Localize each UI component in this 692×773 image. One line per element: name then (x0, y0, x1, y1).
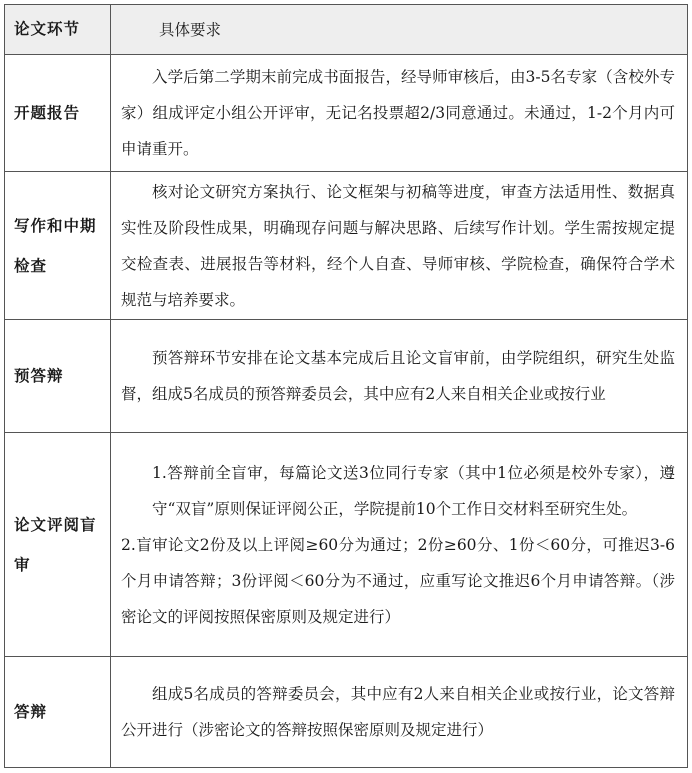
table-row (5, 433, 688, 657)
stage-cell: 写作和中期检查 (5, 172, 111, 320)
header-content-cell: 具体要求 (111, 5, 688, 55)
content-cell (111, 172, 688, 320)
content-cell (111, 433, 688, 657)
table-row (5, 657, 688, 768)
content-text: 入学后第二学期末前完成书面报告，经导师审核后，由3-5名专家（含校外专家）组成评定小组公开评审，无记名投票超2/3同意通过。未通过，1-2个月内可申请重开。 (121, 68, 675, 158)
stage-cell: 预答辩 (5, 320, 111, 433)
content-item: 2.盲审论文2份及以上评阅≥60分为通过；2份≥60分、1份＜60分，可推迟3-6个月申请答辩；3份评阅＜60分为不通过，应重写论文推迟6个月申请答辩。（涉密论文的评阅按照保密原则及规定进行） (121, 535, 675, 626)
header-stage-cell: 论文环节 (5, 5, 111, 55)
stage-cell: 答辩 (5, 657, 111, 768)
content-item: 1.答辩前全盲审，每篇论文送3位同行专家（其中1位必须是校外专家），遵守“双盲”原则保证评阅公正，学院提前10个工作日交材料至研究生处。 (152, 463, 675, 518)
content-cell (111, 657, 688, 768)
content-text: 核对论文研究方案执行、论文框架与初稿等进度，审查方法适用性、数据真实性及阶段性成果，明确现存问题与解决思路、后续写作计划。学生需按规定提交检查表、进展报告等材料，经个人自查、导师审核、学院检查，确保符合学术规范与培养要求。 (121, 182, 675, 309)
content-cell (111, 320, 688, 433)
content-text: 预答辩环节安排在论文基本完成后且论文盲审前，由学院组织，研究生处监督，组成5名成员的预答辩委员会，其中应有2人来自相关企业或按行业 (121, 349, 675, 403)
content-cell (111, 55, 688, 172)
table-row (5, 172, 688, 320)
table-row (5, 55, 688, 172)
stage-cell: 开题报告 (5, 55, 111, 172)
content-text: 组成5名成员的答辩委员会，其中应有2人来自相关企业或按行业，论文答辩公开进行（涉密论文的答辩按照保密原则及规定进行） (121, 685, 675, 739)
table-row (5, 320, 688, 433)
stage-cell: 论文评阅盲审 (5, 433, 111, 657)
table-header-row (5, 5, 688, 55)
requirements-table (4, 4, 688, 768)
